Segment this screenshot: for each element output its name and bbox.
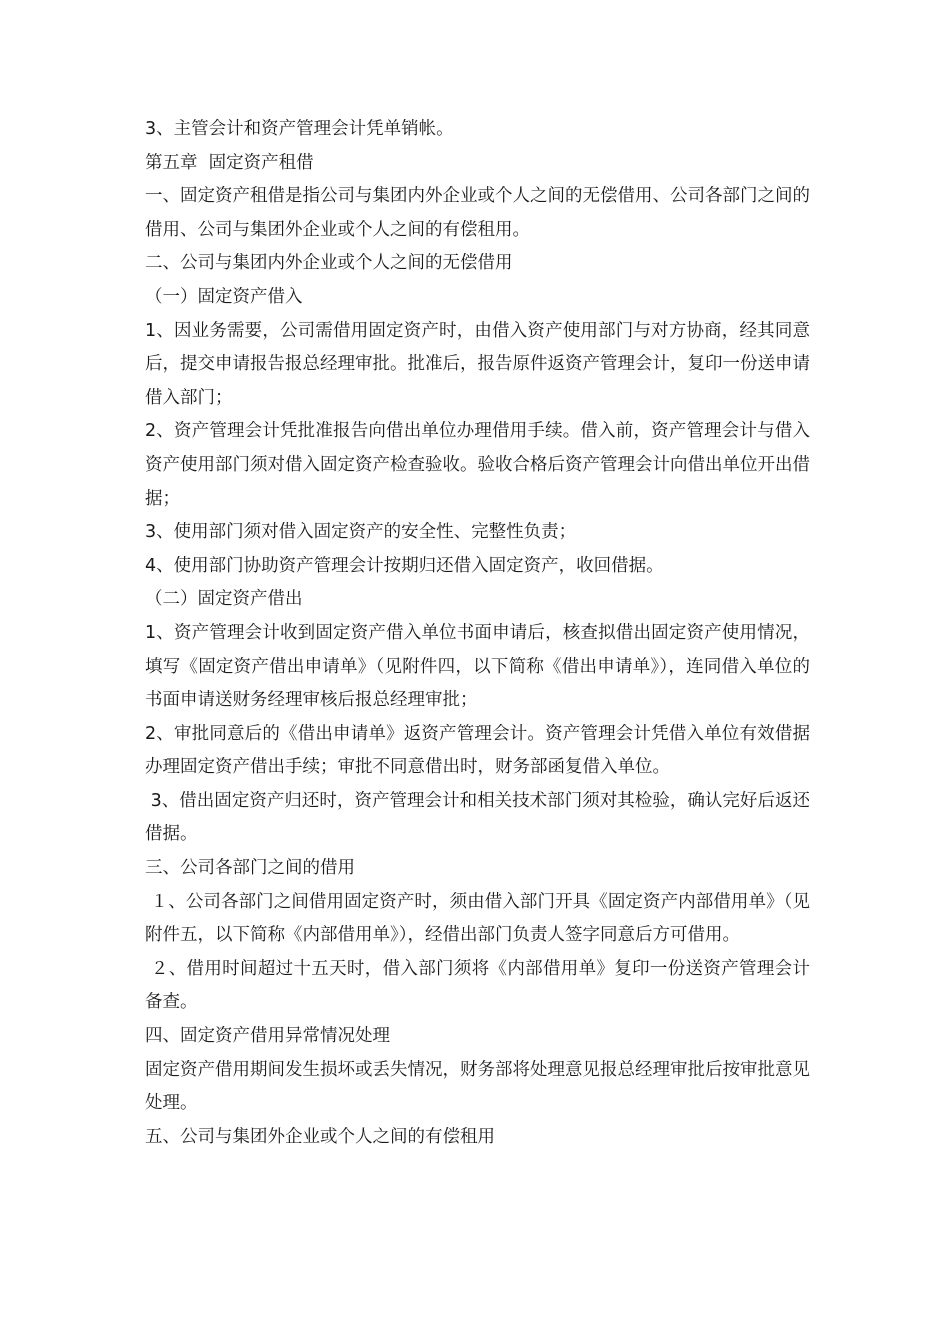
section-heading-5: 五、公司与集团外企业或个人之间的有偿租用 [145,1126,495,1147]
paragraph-6: 1、因业务需要，公司需借用固定资产时，由借入资产使用部门与对方协商，经其同意后，提交申请报告报总经理审批。批准后，报告原件返资产管理会计，复印一份送申请借入部门； [145,320,810,408]
paragraph-15: １、公司各部门之间借用固定资产时，须由借入部门开具《固定资产内部借用单》（见附件五，以下简称《内部借用单》），经借出部门负责人签字同意后方可借用。 [145,891,810,946]
paragraph-3: 一、固定资产租借是指公司与集团内外企业或个人之间的无偿借用、公司各部门之间的借用、公司与集团外企业或个人之间的有偿租用。 [145,186,810,240]
paragraph-1: 3、主管会计和资产管理会计凭单销帐。 [145,119,454,139]
paragraph-11: 1、资产管理会计收到固定资产借入单位书面申请后，核查拟借出固定资产使用情况，填写《固定资产借出申请单》（见附件四，以下简称《借出申请单》），连同借入单位的书面申请送财务经理审核后报总经理审批； [145,622,810,711]
paragraph-7: 2、资产管理会计凭批准报告向借出单位办理借用手续。借入前，资产管理会计与借入资产使用部门须对借入固定资产检查验收。验收合格后资产管理会计向借出单位开出借据； [145,421,810,509]
paragraph-9: 4、使用部门协助资产管理会计按期归还借入固定资产，收回借据。 [145,555,664,576]
paragraph-16: ２、借用时间超过十五天时，借入部门须将《内部借用单》复印一份送资产管理会计备查。 [145,958,810,1013]
section-heading-2: 二、公司与集团内外企业或个人之间的无偿借用 [145,253,513,274]
paragraph-13: 3、借出固定资产归还时，资产管理会计和相关技术部门须对其检验，确认完好后返还借据。 [145,790,810,845]
paragraph-12: 2、审批同意后的《借出申请单》返资产管理会计。资产管理会计凭借入单位有效借据办理固定资产借出手续；审批不同意借出时，财务部函复借入单位。 [145,723,810,778]
paragraph-8: 3、使用部门须对借入固定资产的安全性、完整性负责； [145,522,577,543]
section-heading-3: 三、公司各部门之间的借用 [145,858,355,879]
section-heading-4: 四、固定资产借用异常情况处理 [145,1026,390,1047]
document-body [145,113,810,1154]
subsection-heading-lend-out: （二）固定资产借出 [145,589,303,610]
paragraph-18: 固定资产借用期间发生损坏或丢失情况，财务部将处理意见报总经理审批后按审批意见处理。 [145,1059,810,1114]
chapter-heading: 第五章 固定资产租借 [145,152,314,173]
subsection-heading-borrow-in: （一）固定资产借入 [145,286,303,307]
